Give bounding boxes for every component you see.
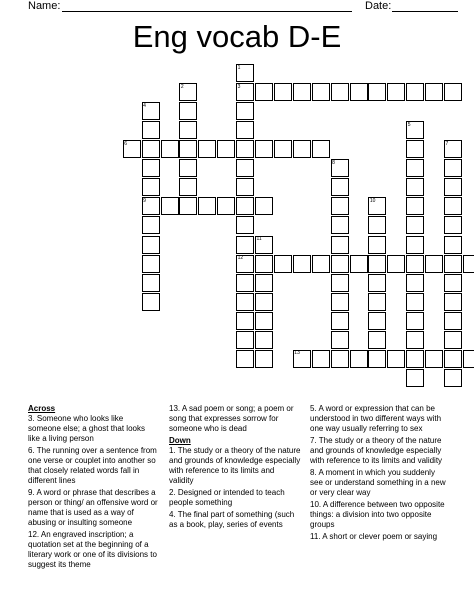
- crossword-cell[interactable]: [331, 236, 349, 254]
- crossword-cell[interactable]: [236, 197, 254, 215]
- across-clue: 9. A word or phrase that describes a person or thing/ an offensive word or name that is used as a way of abusing or insulting someone: [28, 488, 158, 527]
- crossword-cell[interactable]: [331, 216, 349, 234]
- crossword-cell[interactable]: [293, 255, 311, 273]
- crossword-cell[interactable]: [368, 274, 386, 292]
- crossword-cell[interactable]: [331, 83, 349, 101]
- crossword-cell[interactable]: [179, 197, 197, 215]
- crossword-cell[interactable]: [255, 140, 273, 158]
- crossword-cell[interactable]: [387, 83, 405, 101]
- crossword-cell[interactable]: [236, 331, 254, 349]
- down-clue: 1. The study or a theory of the nature and grounds of knowledge especially with reference to its limits and validity: [169, 446, 301, 485]
- crossword-cell[interactable]: [142, 236, 160, 254]
- crossword-cell[interactable]: [312, 140, 330, 158]
- down-clue: 11. A short or clever poem or saying: [310, 532, 438, 541]
- down-clue: 4. The final part of something (such as a book, play, series of events: [169, 510, 295, 529]
- across-clue: 6. The running over a sentence from one verse or couplet into another so that closely related words fall in different lines: [28, 446, 157, 485]
- crossword-cell[interactable]: [255, 312, 273, 330]
- crossword-cell[interactable]: [331, 197, 349, 215]
- across-clue: 13. A sad poem or song; a poem or song that expresses sorrow for someone who is dead: [169, 404, 294, 433]
- crossword-cell[interactable]: [406, 274, 424, 292]
- crossword-cell[interactable]: [179, 140, 197, 158]
- crossword-cell[interactable]: [444, 312, 462, 330]
- down-clue: 5. A word or expression that can be understood in two different ways with one way usually referring to sex: [310, 404, 442, 433]
- crossword-cell[interactable]: [444, 236, 462, 254]
- clue-number: 7: [445, 140, 449, 147]
- clues-column-right: [310, 404, 450, 544]
- crossword-cell[interactable]: [425, 255, 443, 273]
- crossword-cell[interactable]: [255, 274, 273, 292]
- crossword-cell[interactable]: [444, 274, 462, 292]
- crossword-cell[interactable]: [425, 83, 443, 101]
- crossword-cell[interactable]: [444, 83, 462, 101]
- crossword-cell[interactable]: [198, 140, 216, 158]
- crossword-cell[interactable]: [312, 83, 330, 101]
- down-clue: 10. A difference between two opposite things: a division into two opposite groups: [310, 500, 445, 529]
- crossword-cell[interactable]: [444, 350, 462, 368]
- crossword-cell[interactable]: [331, 350, 349, 368]
- page-title: Eng vocab D-E: [132, 19, 342, 54]
- crossword-cell[interactable]: [368, 83, 386, 101]
- crossword-cell[interactable]: [142, 121, 160, 139]
- crossword-cell[interactable]: [236, 121, 254, 139]
- crossword-cell[interactable]: [179, 178, 197, 196]
- clue-number: 3: [237, 83, 241, 90]
- across-clue: 3. Someone who looks like someone else; a ghost that looks like a living person: [28, 414, 145, 443]
- clue-number: 11: [256, 236, 262, 242]
- crossword-cell[interactable]: [179, 159, 197, 177]
- crossword-cell[interactable]: [312, 255, 330, 273]
- crossword-cell[interactable]: [406, 197, 424, 215]
- clue-number: 5: [407, 121, 411, 128]
- crossword-cell[interactable]: [368, 312, 386, 330]
- crossword-cell[interactable]: [236, 312, 254, 330]
- crossword-cell[interactable]: [142, 293, 160, 311]
- clue-number: 8: [332, 159, 335, 166]
- crossword-cell[interactable]: [255, 255, 273, 273]
- crossword-cell[interactable]: [293, 83, 311, 101]
- crossword-cell[interactable]: [255, 83, 273, 101]
- crossword-cell[interactable]: [236, 159, 254, 177]
- crossword-cell[interactable]: [255, 197, 273, 215]
- crossword-cell[interactable]: [444, 293, 462, 311]
- crossword-cell[interactable]: [142, 274, 160, 292]
- crossword-cell[interactable]: [312, 350, 330, 368]
- crossword-cell[interactable]: [463, 255, 474, 273]
- clue-number: 13: [294, 350, 300, 357]
- crossword-cell[interactable]: [142, 216, 160, 234]
- across-heading: Across: [28, 404, 56, 413]
- crossword-cell[interactable]: [142, 255, 160, 273]
- crossword-cell[interactable]: [142, 140, 160, 158]
- crossword-cell[interactable]: [331, 255, 349, 273]
- crossword-cell[interactable]: [406, 140, 424, 158]
- crossword-cell[interactable]: [331, 331, 349, 349]
- clue-number: 12: [237, 255, 244, 261]
- clues-column-middle: [169, 404, 301, 532]
- crossword-cell[interactable]: [161, 197, 179, 215]
- crossword-cell[interactable]: [331, 293, 349, 311]
- crossword-cell[interactable]: [274, 83, 292, 101]
- crossword-cell[interactable]: [274, 140, 292, 158]
- down-clue: 8. A moment in which you suddenly see or understand something in a new or very clear way: [310, 468, 446, 497]
- crossword-cell[interactable]: [406, 236, 424, 254]
- crossword-cell[interactable]: [444, 159, 462, 177]
- crossword-cell[interactable]: [444, 369, 462, 387]
- clue-number: 9: [143, 197, 146, 204]
- crossword-cell[interactable]: [198, 197, 216, 215]
- crossword-cell[interactable]: [444, 331, 462, 349]
- crossword-cell[interactable]: [387, 255, 405, 273]
- name-label: Name:: [28, 0, 61, 12]
- crossword-cell[interactable]: [236, 236, 254, 254]
- crossword-cell[interactable]: [406, 312, 424, 330]
- crossword-cell[interactable]: [331, 274, 349, 292]
- crossword-cell[interactable]: [161, 140, 179, 158]
- crossword-cell[interactable]: [236, 216, 254, 234]
- clue-number: 2: [180, 83, 184, 90]
- crossword-cell[interactable]: [444, 255, 462, 273]
- crossword-cell[interactable]: [255, 293, 273, 311]
- crossword-cell[interactable]: [444, 216, 462, 234]
- crossword-cell[interactable]: [179, 121, 197, 139]
- crossword-cell[interactable]: [217, 140, 235, 158]
- down-clue: 7. The study or a theory of the nature and grounds of knowledge especially with reference to its limits and validity: [310, 436, 443, 465]
- crossword-cell[interactable]: [236, 274, 254, 292]
- clue-number: 1: [237, 64, 241, 71]
- crossword-cell[interactable]: [444, 197, 462, 215]
- crossword-cell[interactable]: [425, 350, 443, 368]
- crossword-cell[interactable]: [406, 331, 424, 349]
- crossword-cell[interactable]: [406, 350, 424, 368]
- crossword-cell[interactable]: [368, 216, 386, 234]
- crossword-cell[interactable]: [179, 102, 197, 120]
- down-clue: 2. Designed or intended to teach people something: [169, 488, 285, 507]
- crossword-cell[interactable]: [406, 216, 424, 234]
- crossword-cell[interactable]: [293, 140, 311, 158]
- crossword-cell[interactable]: [368, 350, 386, 368]
- crossword-cell[interactable]: [255, 350, 273, 368]
- crossword-cell[interactable]: [444, 178, 462, 196]
- down-heading: Down: [169, 436, 191, 445]
- crossword-cell[interactable]: [274, 255, 292, 273]
- crossword-cell[interactable]: [387, 350, 405, 368]
- crossword-cell[interactable]: [350, 350, 368, 368]
- clues-column-left: [28, 404, 158, 572]
- crossword-cell[interactable]: [406, 255, 424, 273]
- crossword-cell[interactable]: [368, 236, 386, 254]
- crossword-cell[interactable]: [368, 331, 386, 349]
- crossword-cell[interactable]: [236, 102, 254, 120]
- crossword-cell[interactable]: [236, 140, 254, 158]
- across-clue: 12. An engraved inscription; a quotation set at the beginning of a literary work or one of its divisions to suggest its theme: [28, 530, 157, 569]
- crossword-cell[interactable]: [217, 197, 235, 215]
- crossword-cell[interactable]: [406, 293, 424, 311]
- crossword-cell[interactable]: [406, 83, 424, 101]
- crossword-cell[interactable]: [236, 293, 254, 311]
- crossword-cell[interactable]: [331, 312, 349, 330]
- crossword-cell[interactable]: [406, 178, 424, 196]
- crossword-cell[interactable]: [142, 159, 160, 177]
- crossword-cell[interactable]: [406, 369, 424, 387]
- clue-number: 10: [369, 197, 376, 204]
- crossword-cell[interactable]: [236, 350, 254, 368]
- crossword-cell[interactable]: [350, 83, 368, 101]
- crossword-cell[interactable]: [406, 159, 424, 177]
- clue-number: 4: [143, 102, 146, 109]
- crossword-cell[interactable]: [368, 293, 386, 311]
- crossword-cell[interactable]: [368, 255, 386, 273]
- clue-number: 6: [124, 140, 127, 147]
- crossword-cell[interactable]: [236, 178, 254, 196]
- crossword-cell[interactable]: [350, 255, 368, 273]
- crossword-cell[interactable]: [255, 331, 273, 349]
- crossword-cell[interactable]: [331, 178, 349, 196]
- crossword-cell[interactable]: [463, 350, 474, 368]
- crossword-cell[interactable]: [142, 178, 160, 196]
- date-label: Date:: [365, 0, 392, 12]
